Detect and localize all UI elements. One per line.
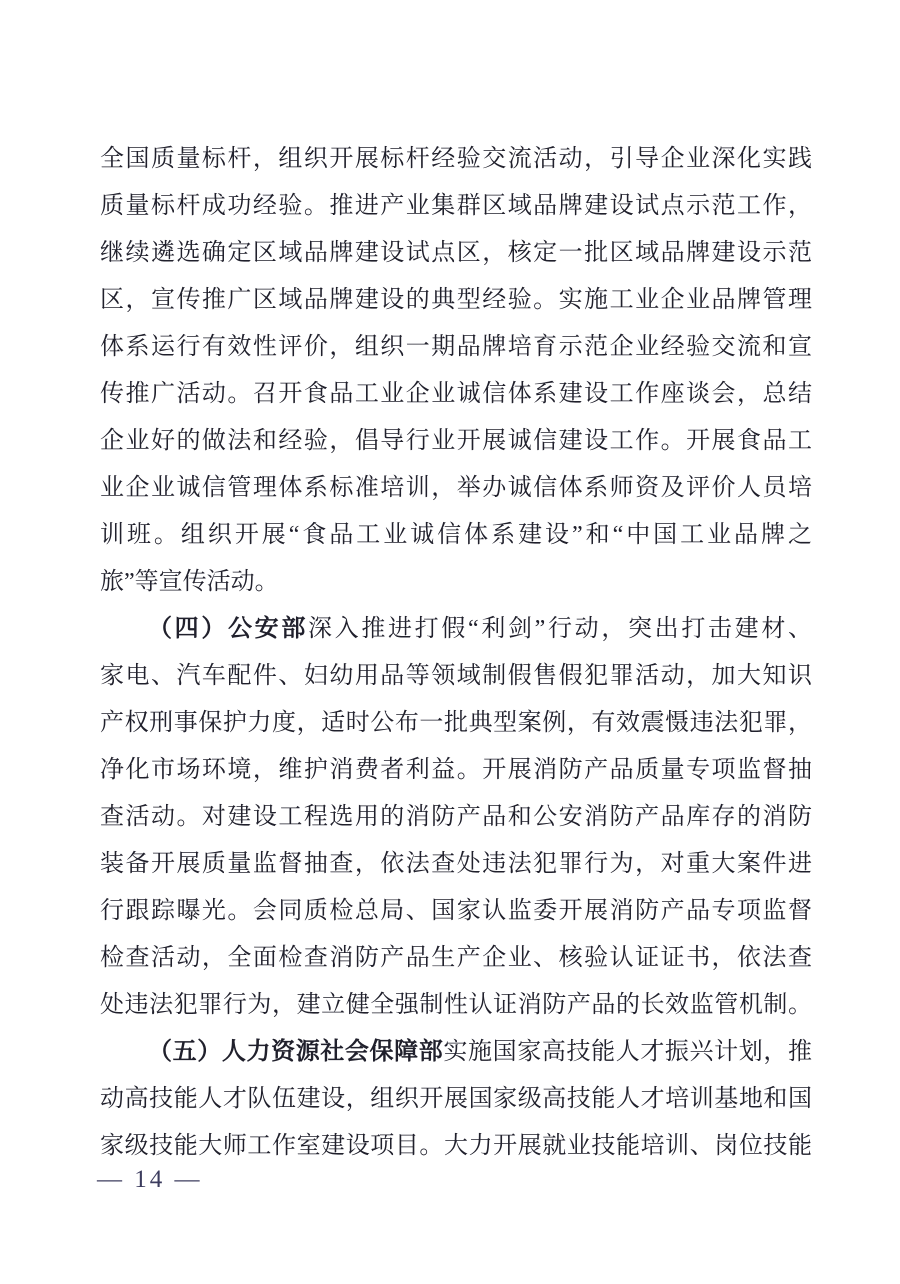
line-text: 家电、汽车配件、妇幼用品等领域制假售假犯罪活动，加大知识	[100, 663, 812, 689]
line-text: 产权刑事保护力度，适时公布一批典型案例，有效震慑违法犯罪，	[100, 710, 812, 736]
text-line	[100, 183, 812, 230]
text-line	[100, 136, 812, 183]
text-line	[100, 700, 812, 747]
text-line	[100, 512, 812, 559]
text-line	[100, 982, 812, 1029]
text-line	[100, 559, 812, 606]
line-text: 体系运行有效性评价，组织一期品牌培育示范企业经验交流和宣	[100, 334, 812, 360]
text-line	[100, 371, 812, 418]
text-line	[100, 653, 812, 700]
text-line	[100, 465, 812, 512]
line-text: 质量标杆成功经验。推进产业集群区域品牌建设试点示范工作，	[100, 193, 812, 219]
line-text: 检查活动，全面检查消防产品生产企业、核验认证证书，依法查	[100, 945, 812, 971]
text-line	[100, 747, 812, 794]
line-bold-lead: （五）人力资源社会保障部	[148, 1039, 444, 1065]
text-line	[100, 935, 812, 982]
page-number: — 14 —	[97, 1166, 203, 1193]
text-line	[100, 418, 812, 465]
line-text: 行跟踪曝光。会同质检总局、国家认监委开展消防产品专项监督	[100, 898, 812, 924]
text-line	[100, 1123, 812, 1170]
text-line	[100, 841, 812, 888]
text-line	[100, 324, 812, 371]
line-text: 净化市场环境，维护消费者利益。开展消防产品质量专项监督抽	[100, 757, 812, 783]
text-line	[100, 794, 812, 841]
line-text: 继续遴选确定区域品牌建设试点区，核定一批区域品牌建设示范	[100, 240, 812, 266]
text-line	[100, 277, 812, 324]
line-text: 家级技能大师工作室建设项目。大力开展就业技能培训、岗位技能	[100, 1133, 812, 1159]
line-text: 训班。组织开展“食品工业诚信体系建设”和“中国工业品牌之	[100, 522, 812, 548]
line-text: 区，宣传推广区域品牌建设的典型经验。实施工业企业品牌管理	[100, 287, 812, 313]
page-footer	[97, 1166, 203, 1194]
line-bold-lead: （四）公安部	[148, 616, 309, 642]
line-text: 业企业诚信管理体系标准培训，举办诚信体系师资及评价人员培	[100, 475, 812, 501]
line-text: 实施国家高技能人才振兴计划，推	[443, 1039, 813, 1065]
text-line	[100, 1076, 812, 1123]
document-body	[100, 136, 812, 1170]
text-line	[100, 230, 812, 277]
text-line	[100, 606, 812, 653]
text-line	[100, 888, 812, 935]
line-text: 装备开展质量监督抽查，依法查处违法犯罪行为，对重大案件进	[100, 851, 812, 877]
line-text: 全国质量标杆，组织开展标杆经验交流活动，引导企业深化实践	[100, 146, 812, 172]
line-text: 深入推进打假“利剑”行动，突出打击建材、	[308, 616, 813, 642]
line-text: 查活动。对建设工程选用的消防产品和公安消防产品库存的消防	[100, 804, 812, 830]
line-text: 传推广活动。召开食品工业企业诚信体系建设工作座谈会，总结	[100, 381, 812, 407]
line-text: 企业好的做法和经验，倡导行业开展诚信建设工作。开展食品工	[100, 428, 812, 454]
line-text: 旅”等宣传活动。	[100, 569, 279, 595]
text-line	[100, 1029, 812, 1076]
line-text: 处违法犯罪行为，建立健全强制性认证消防产品的长效监管机制。	[100, 992, 812, 1018]
line-text: 动高技能人才队伍建设，组织开展国家级高技能人才培训基地和国	[100, 1086, 812, 1112]
